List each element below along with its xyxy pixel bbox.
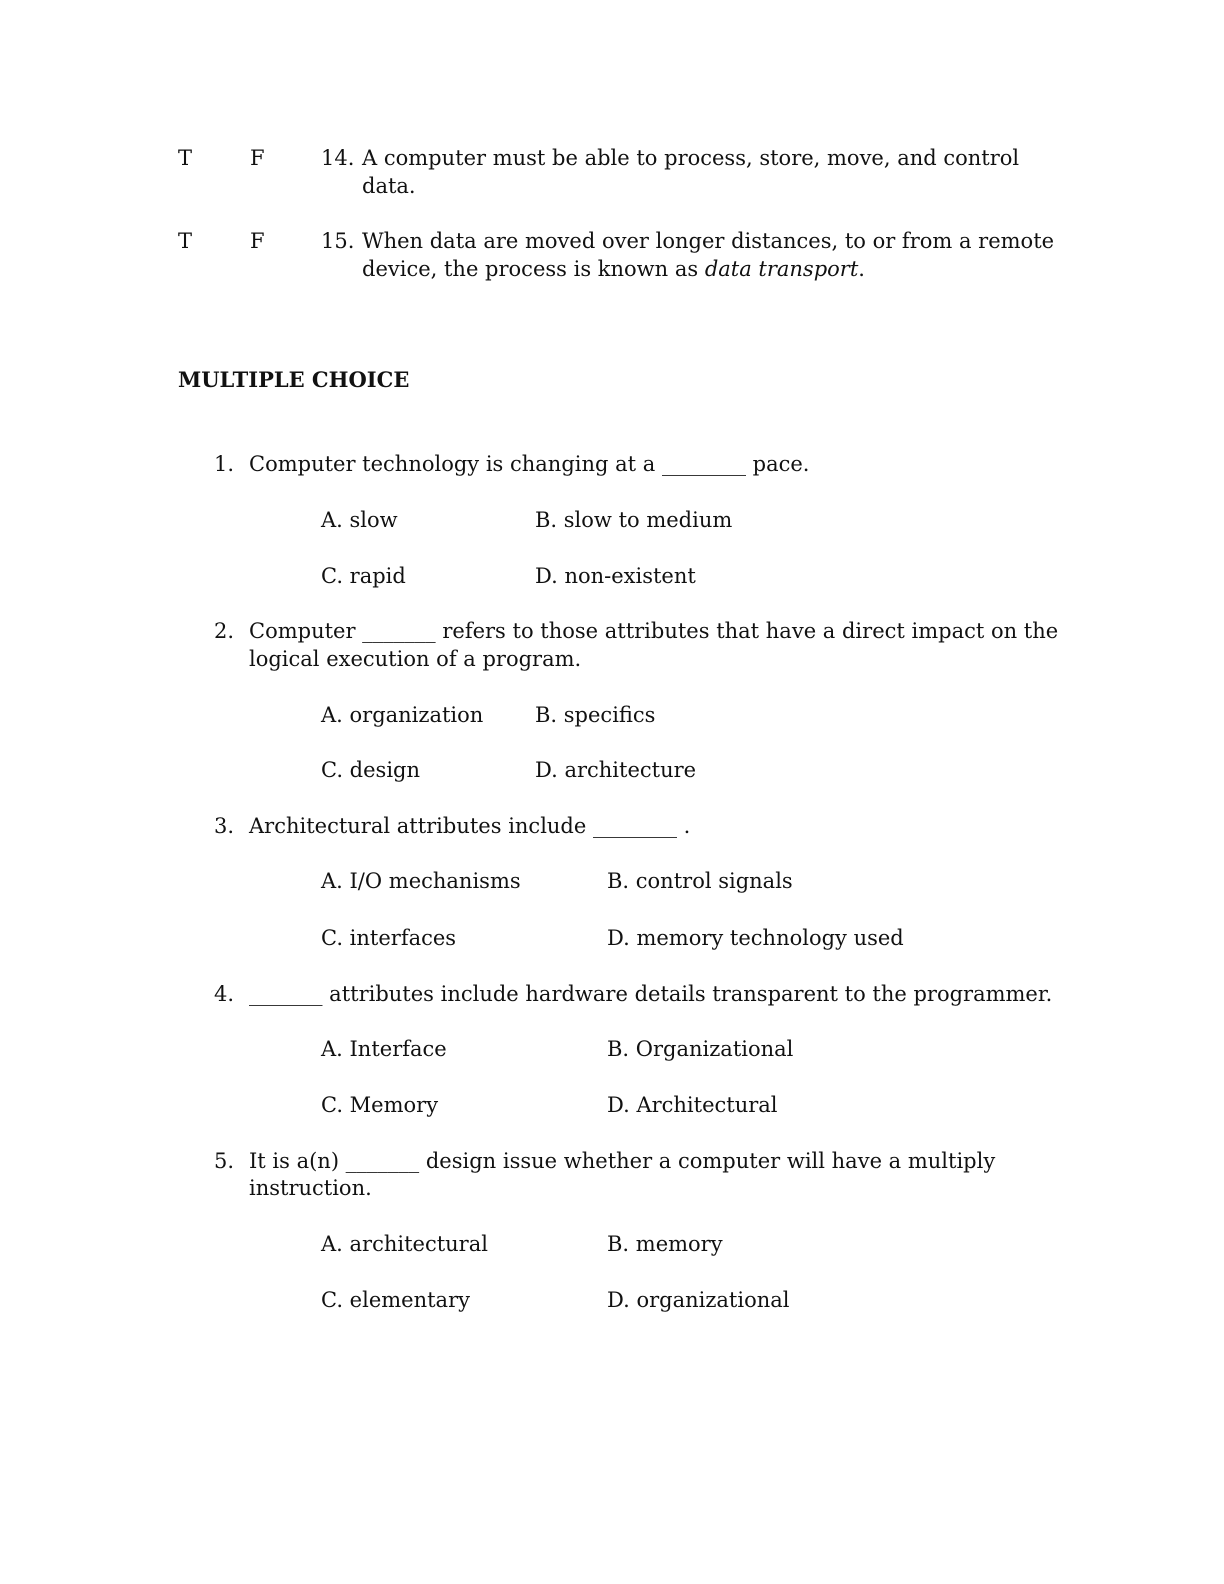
option-d[interactable]: D. organizational: [607, 1288, 790, 1312]
question-text: Computer technology is changing at a ________ pace.: [249, 452, 810, 476]
section-title: MULTIPLE CHOICE: [178, 367, 410, 392]
item-text-line1: A computer must be able to process, store, move, and control: [362, 146, 1020, 170]
question-text: Architectural attributes include ________ .: [249, 814, 691, 838]
question-number: 5.: [214, 1149, 235, 1173]
item-text-prefix: device, the process is known as: [362, 257, 705, 281]
option-b[interactable]: B. specifics: [535, 703, 656, 727]
option-b[interactable]: B. Organizational: [607, 1037, 794, 1061]
option-b[interactable]: B. control signals: [607, 869, 793, 893]
question-text-line1: It is a(n) _______ design issue whether a computer will have a multiply: [249, 1149, 996, 1173]
option-a[interactable]: A. I/O mechanisms: [321, 869, 521, 893]
option-c[interactable]: C. interfaces: [321, 926, 457, 950]
option-d[interactable]: D. Architectural: [607, 1093, 778, 1117]
option-a[interactable]: A. organization: [321, 703, 484, 727]
question-number: 4.: [214, 982, 235, 1006]
question-number: 3.: [214, 814, 235, 838]
option-c[interactable]: C. Memory: [321, 1093, 439, 1117]
option-c[interactable]: C. design: [321, 758, 421, 782]
true-marker[interactable]: T: [178, 146, 193, 170]
option-c[interactable]: C. elementary: [321, 1288, 470, 1312]
item-text-suffix: .: [858, 257, 865, 281]
question-text-line1: Computer _______ refers to those attributes that have a direct impact on the: [249, 619, 1059, 643]
option-d[interactable]: D. memory technology used: [607, 926, 904, 950]
option-a[interactable]: A. slow: [321, 508, 398, 532]
item-text-line1: When data are moved over longer distances, to or from a remote: [362, 229, 1055, 253]
option-a[interactable]: A. Interface: [321, 1037, 447, 1061]
question-number: 1.: [214, 452, 235, 476]
option-b[interactable]: B. slow to medium: [535, 508, 733, 532]
option-b[interactable]: B. memory: [607, 1232, 723, 1256]
false-marker[interactable]: F: [250, 146, 265, 170]
option-a[interactable]: A. architectural: [321, 1232, 488, 1256]
option-d[interactable]: D. architecture: [535, 758, 697, 782]
question-number: 2.: [214, 619, 235, 643]
item-text-italic-term: data transport: [704, 257, 859, 281]
option-d[interactable]: D. non-existent: [535, 564, 696, 588]
false-marker[interactable]: F: [250, 229, 265, 253]
question-text-line2: instruction.: [249, 1176, 372, 1200]
item-number: 14.: [321, 146, 355, 170]
item-text-line2: [362, 255, 865, 283]
question-text: _______ attributes include hardware details transparent to the programmer.: [249, 982, 1053, 1006]
true-marker[interactable]: T: [178, 229, 193, 253]
option-c[interactable]: C. rapid: [321, 564, 406, 588]
item-number: 15.: [321, 229, 355, 253]
item-text-line2: data.: [362, 174, 416, 198]
question-text-line2: logical execution of a program.: [249, 647, 582, 671]
